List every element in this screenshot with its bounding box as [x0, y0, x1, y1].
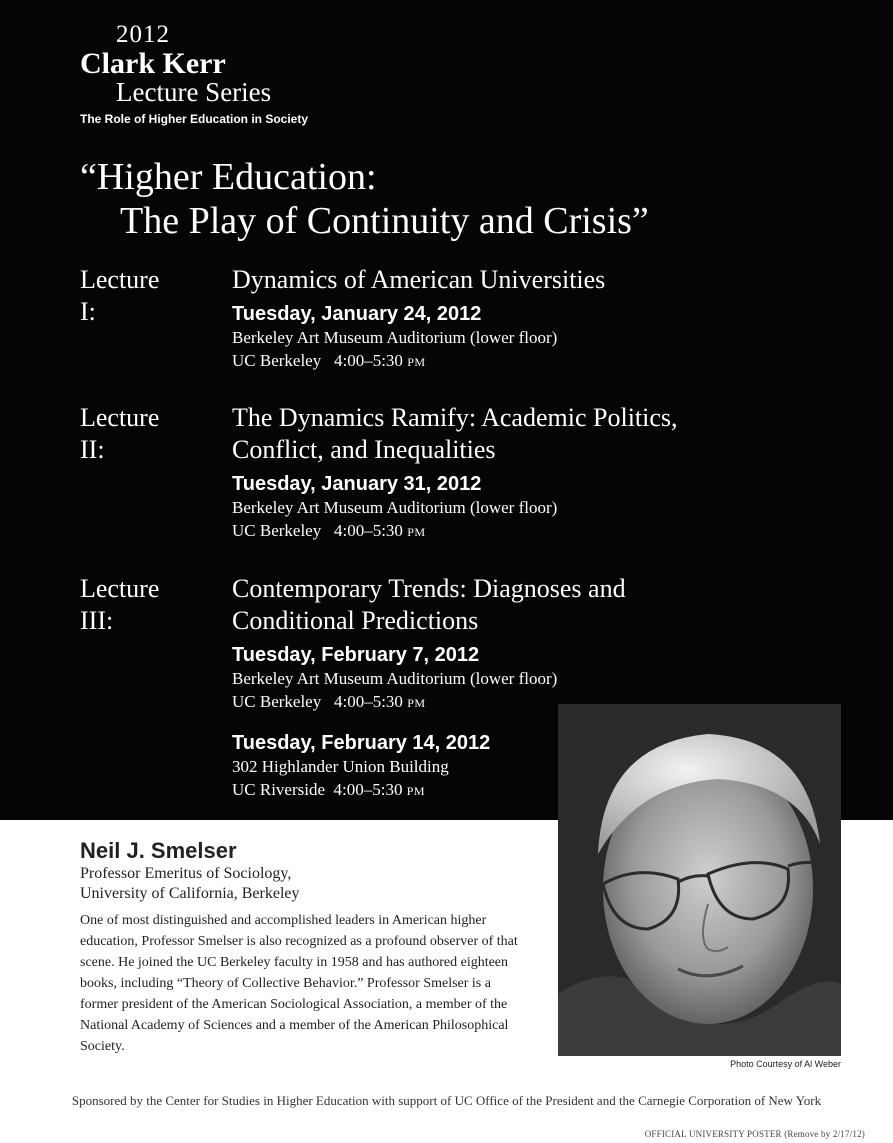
series-year: 2012	[116, 21, 170, 48]
extra-session-time: 4:00–5:30	[333, 780, 403, 799]
lecture-title-line2: Conditional Predictions	[232, 606, 479, 635]
lecture-title-line1: The Dynamics Ramify: Academic Politics,	[232, 403, 678, 432]
speaker-bio	[80, 838, 540, 1057]
speaker-name: Neil J. Smelser	[80, 838, 237, 863]
lecture-location	[232, 349, 792, 374]
lecture-campus: UC Berkeley	[232, 351, 322, 370]
series-subtitle: Lecture Series	[116, 77, 272, 107]
main-title	[80, 155, 649, 243]
extra-session-campus: UC Riverside	[232, 780, 326, 799]
lecture-date: Tuesday, January 24, 2012	[232, 303, 482, 325]
lecture-time: 4:00–5:30	[333, 351, 403, 370]
series-name: Clark Kerr	[80, 47, 226, 80]
lecture-date: Tuesday, February 7, 2012	[232, 644, 480, 666]
lecture-number: Lecture III:	[80, 574, 160, 635]
lecture-venue: Berkeley Art Museum Auditorium (lower floor)	[232, 498, 558, 517]
lecture-campus: UC Berkeley	[232, 521, 322, 540]
lecture-date: Tuesday, January 31, 2012	[232, 473, 482, 495]
extra-session-location	[232, 778, 490, 803]
lecture-time: 4:00–5:30	[333, 692, 403, 711]
lecture-location	[232, 519, 792, 544]
photo-credit: Photo Courtesy of Al Weber	[730, 1059, 841, 1069]
lecture-title: Dynamics of American Universities	[232, 265, 606, 294]
lecture-ampm: PM	[407, 355, 426, 369]
official-notice: OFFICIAL UNIVERSITY POSTER (Remove by 2/17/12)	[644, 1129, 865, 1139]
series-tagline: The Role of Higher Education in Society	[80, 112, 309, 126]
speaker-role-line1: Professor Emeritus of Sociology,	[80, 865, 292, 882]
extra-session-ampm: PM	[406, 784, 426, 798]
extra-session-date: Tuesday, February 14, 2012	[232, 732, 491, 754]
extra-session-venue: 302 Highlander Union Building	[232, 757, 449, 776]
extra-session	[232, 731, 490, 803]
lecture-venue: Berkeley Art Museum Auditorium (lower floor)	[232, 328, 558, 347]
lecture-ampm: PM	[407, 696, 426, 710]
main-title-line1: “Higher Education:	[80, 156, 377, 198]
speaker-description: One of most distinguished and accomplished leaders in American higher education, Professor Smelser is also recognized as a profound observer of that scene. He joined the UC Berkeley faculty in 1958 and has authored eighteen books, including “Theory of Collective Behavior.” Professor Smelser is a former president of the American Sociological Association, a member of the National Academy of Sciences and a member of the American Philosophical Society.	[80, 913, 518, 1054]
speaker-role-line2: University of California, Berkeley	[80, 885, 300, 902]
main-title-line2: The Play of Continuity and Crisis”	[120, 200, 649, 242]
lecture-title-line1: Contemporary Trends: Diagnoses and	[232, 574, 626, 603]
speaker-photo	[558, 704, 841, 1056]
lecture-title-line2: Conflict, and Inequalities	[232, 435, 496, 464]
lecture-time: 4:00–5:30	[333, 521, 403, 540]
sponsor-line: Sponsored by the Center for Studies in Higher Education with support of UC Office of the President and the Carnegie Corporation of New York	[71, 1093, 822, 1108]
lecture-number: Lecture I:	[80, 265, 160, 326]
lecture-ampm: PM	[407, 525, 426, 539]
series-logo	[80, 22, 271, 106]
lecture-venue: Berkeley Art Museum Auditorium (lower floor)	[232, 669, 558, 688]
lecture-number: Lecture II:	[80, 403, 160, 464]
speaker-portrait-illustration	[558, 704, 841, 1056]
lecture-campus: UC Berkeley	[232, 692, 322, 711]
